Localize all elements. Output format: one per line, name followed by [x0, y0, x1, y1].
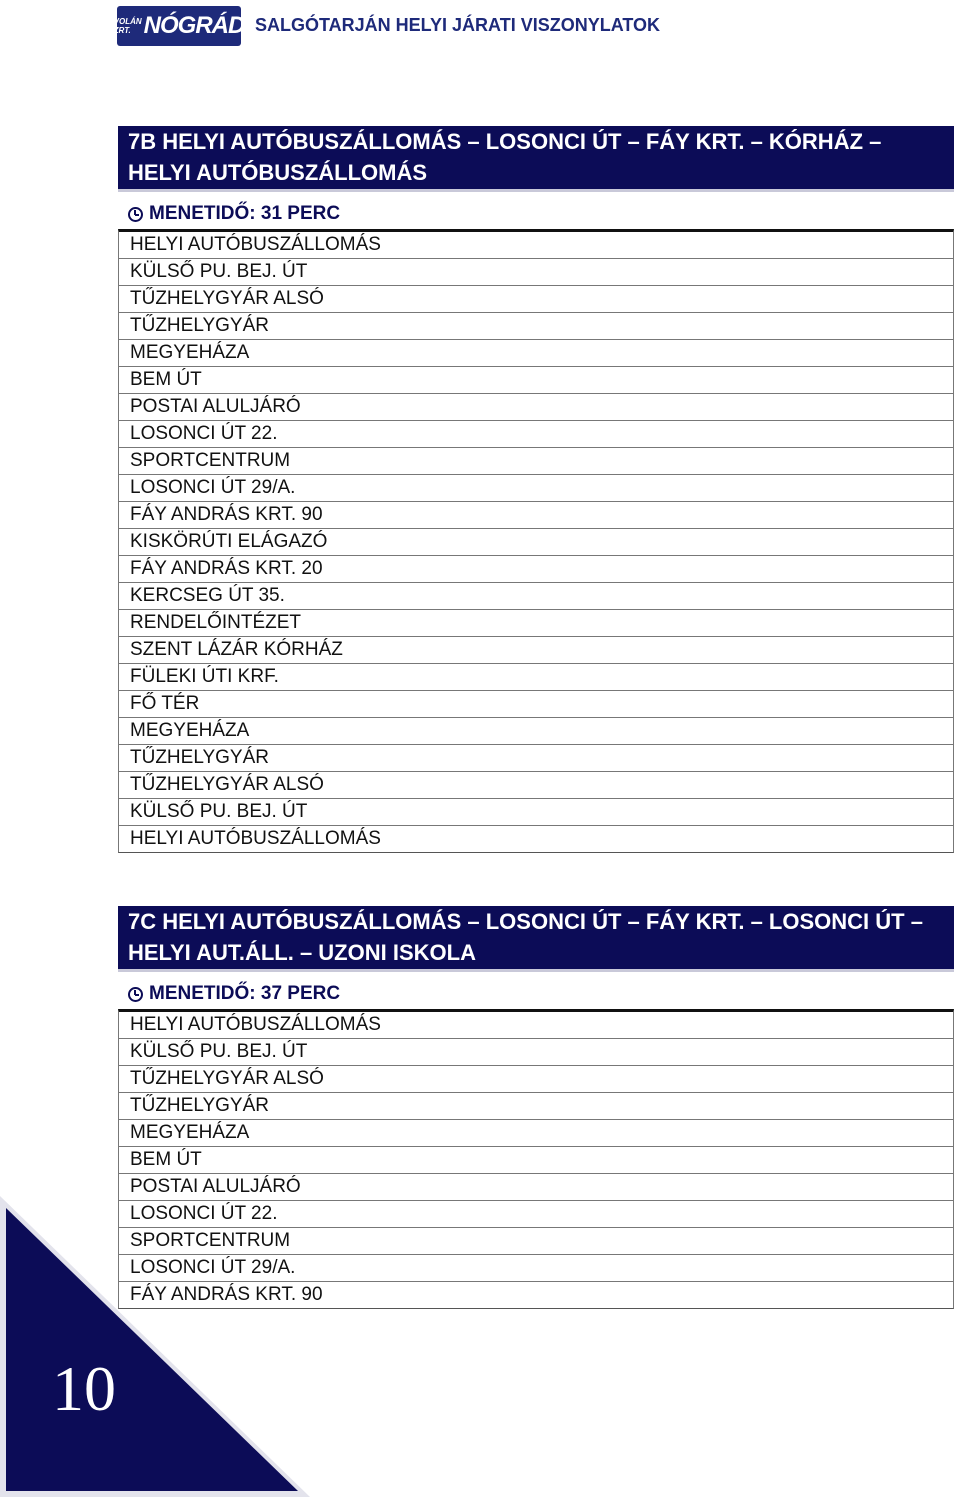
stop-item: FŐ TÉR [119, 691, 953, 718]
stop-item: FÁY ANDRÁS KRT. 90 [130, 1284, 323, 1305]
stop-item: TŰZHELYGYÁR [119, 745, 953, 772]
stop-item: KERCSEG ÚT 35. [119, 583, 953, 610]
duration-label: MENETIDŐ: 37 PERC [149, 983, 341, 1004]
stop-item: LOSONCI ÚT 22. [119, 1201, 953, 1228]
stop-item: FÜLEKI ÚTI KRF. [119, 664, 953, 691]
logo-small-text: VOLÁN ZRT. [113, 17, 142, 35]
document-title: SALGÓTARJÁN HELYI JÁRATI VISZONYLATOK [255, 15, 661, 35]
stop-item: HELYI AUTÓBUSZÁLLOMÁS [130, 828, 381, 849]
page-number: 10 [52, 1353, 116, 1424]
stop-item: TŰZHELYGYÁR ALSÓ [119, 772, 953, 799]
stop-item: KÜLSŐ PU. BEJ. ÚT [119, 799, 953, 826]
stop-item: POSTAI ALULJÁRÓ [119, 394, 953, 421]
stop-item: SZENT LÁZÁR KÓRHÁZ [119, 637, 953, 664]
stop-item: BEM ÚT [119, 1147, 953, 1174]
stop-item: TŰZHELYGYÁR [119, 313, 953, 340]
stop-item: SPORTCENTRUM [119, 448, 953, 475]
stop-item: TŰZHELYGYÁR ALSÓ [119, 1066, 953, 1093]
stop-item: SPORTCENTRUM [119, 1228, 953, 1255]
stop-item: MEGYEHÁZA [119, 1120, 953, 1147]
stop-item: KISKÖRÚTI ELÁGAZÓ [119, 529, 953, 556]
stop-item: MEGYEHÁZA [119, 340, 953, 367]
stop-item: TŰZHELYGYÁR ALSÓ [119, 286, 953, 313]
stop-item: BEM ÚT [119, 367, 953, 394]
route-title: 7B HELYI AUTÓBUSZÁLLOMÁS – LOSONCI ÚT – FÁY KRT. – KÓRHÁZ – HELYI AUTÓBUSZÁLLOMÁS [118, 126, 954, 189]
stop-item: TŰZHELYGYÁR [119, 1093, 953, 1120]
stop-item: LOSONCI ÚT 22. [119, 421, 953, 448]
stop-item: KÜLSŐ PU. BEJ. ÚT [119, 1039, 953, 1066]
stop-item: LOSONCI ÚT 29/A. [119, 1255, 953, 1282]
stop-item: MEGYEHÁZA [119, 718, 953, 745]
stop-item: FÁY ANDRÁS KRT. 20 [119, 556, 953, 583]
logo-text: NÓGRÁD [143, 12, 245, 39]
stop-item: FÁY ANDRÁS KRT. 90 [119, 502, 953, 529]
duration-label: MENETIDŐ: 31 PERC [149, 203, 341, 224]
stop-item: KÜLSŐ PU. BEJ. ÚT [119, 259, 953, 286]
stop-item: HELYI AUTÓBUSZÁLLOMÁS [119, 1012, 953, 1039]
stop-item: RENDELŐINTÉZET [119, 610, 953, 637]
stop-item: POSTAI ALULJÁRÓ [119, 1174, 953, 1201]
stop-item: LOSONCI ÚT 29/A. [119, 475, 953, 502]
stop-item: HELYI AUTÓBUSZÁLLOMÁS [119, 232, 953, 259]
route-title: 7C HELYI AUTÓBUSZÁLLOMÁS – LOSONCI ÚT – FÁY KRT. – LOSONCI ÚT – HELYI AUT.ÁLL. – UZONI ISKOLA [118, 906, 954, 969]
